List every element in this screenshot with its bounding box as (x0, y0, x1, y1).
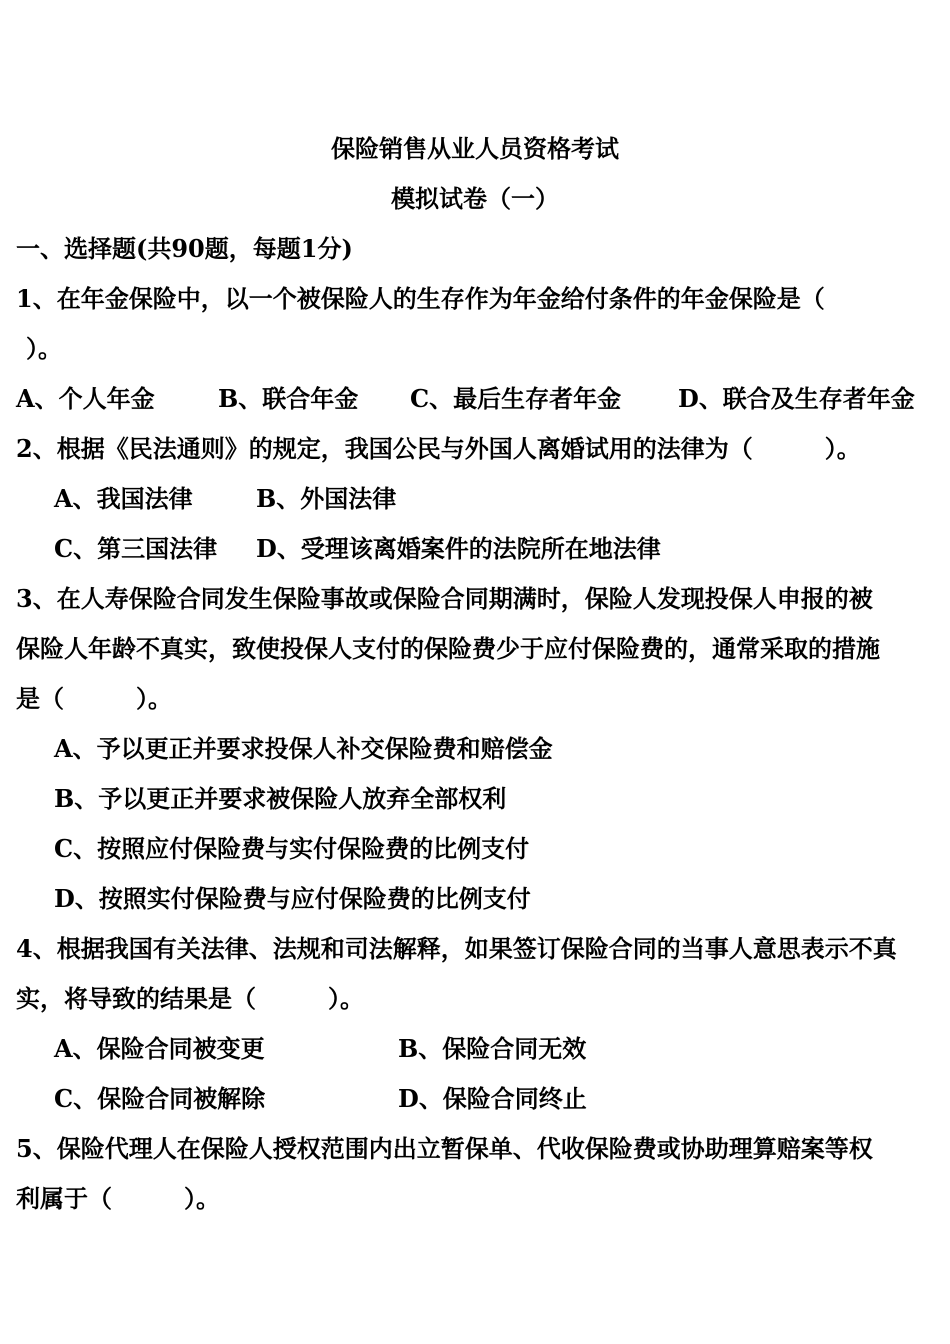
question-2-option-b: B、外国法律 (256, 484, 397, 513)
question-2-option-d: D、受理该离婚案件的法院所在地法律 (256, 534, 661, 563)
question-1-options (0, 374, 950, 424)
question-2-options-row-2 (0, 524, 950, 574)
exam-subtitle: 模拟试卷（一） (391, 184, 559, 213)
question-2-options-row-1 (0, 474, 950, 524)
question-4-option-b: B、保险合同无效 (398, 1034, 587, 1063)
question-3-option-a: A、予以更正并要求投保人补交保险费和赔偿金 (54, 734, 553, 763)
question-2-line-1: 2、根据《民法通则》的规定，我国公民与外国人离婚试用的法律为（ ）。 (16, 434, 861, 463)
question-3-option-c: C、按照应付保险费与实付保险费的比例支付 (54, 834, 530, 863)
question-4-line-1: 4、根据我国有关法律、法规和司法解释，如果签订保险合同的当事人意思表示不真 (16, 934, 897, 963)
section-heading: 一、选择题(共90题，每题1分) (16, 234, 353, 263)
question-4-options-row-1 (0, 1024, 950, 1074)
question-3-line-2: 保险人年龄不真实，致使投保人支付的保险费少于应付保险费的，通常采取的措施 (16, 634, 880, 663)
question-4-line-2: 实，将导致的结果是（ ）。 (16, 984, 364, 1013)
question-1-option-a: A、个人年金 (16, 384, 155, 413)
question-2-option-c: C、第三国法律 (54, 534, 218, 563)
exam-title: 保险销售从业人员资格考试 (331, 134, 619, 163)
question-1-line-1: 1、在年金保险中，以一个被保险人的生存作为年金给付条件的年金保险是（ (16, 284, 825, 313)
question-4-option-a: A、保险合同被变更 (54, 1034, 265, 1063)
question-4-option-d: D、保险合同终止 (398, 1084, 587, 1113)
question-2-option-a: A、我国法律 (54, 484, 193, 513)
question-1-option-d: D、联合及生存者年金 (678, 384, 915, 413)
question-3-option-d: D、按照实付保险费与应付保险费的比例支付 (54, 884, 531, 913)
question-4-options-row-2 (0, 1074, 950, 1124)
question-3-line-3: 是（ ）。 (16, 684, 172, 713)
question-3-option-b: B、予以更正并要求被保险人放弃全部权利 (54, 784, 507, 813)
question-5-line-2: 利属于（ ）。 (16, 1184, 220, 1213)
question-3-line-1: 3、在人寿保险合同发生保险事故或保险合同期满时，保险人发现投保人申报的被 (16, 584, 873, 613)
question-1-option-c: C、最后生存者年金 (410, 384, 622, 413)
question-4-option-c: C、保险合同被解除 (54, 1084, 266, 1113)
question-5-line-1: 5、保险代理人在保险人授权范围内出立暂保单、代收保险费或协助理算赔案等权 (16, 1134, 873, 1163)
question-1-option-b: B、联合年金 (218, 384, 359, 413)
question-1-line-2: ）。 (26, 334, 62, 363)
